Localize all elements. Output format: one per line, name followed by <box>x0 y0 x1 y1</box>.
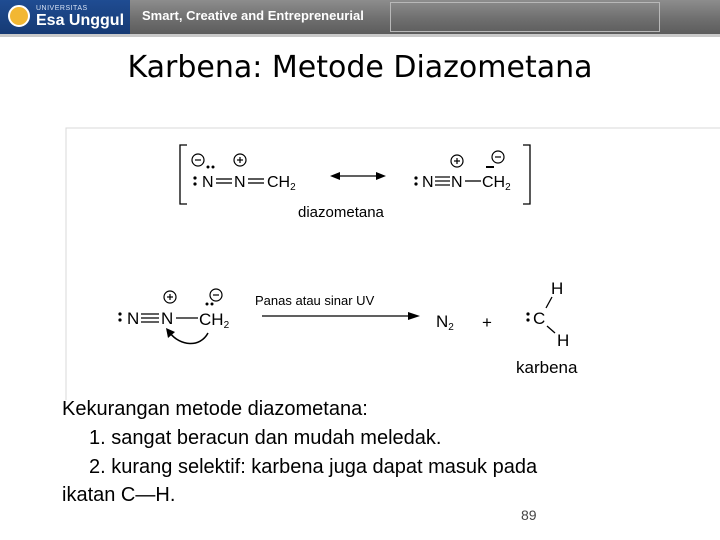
lone-pair-dot <box>211 303 214 306</box>
carbene-structure <box>526 279 569 350</box>
lone-pair-dot <box>414 182 417 185</box>
atom-n1: N <box>422 174 434 191</box>
note-item: 2. kurang selektif: karbena juga dapat masuk pada <box>89 456 538 478</box>
atom-carbon: C <box>533 309 546 328</box>
condition-label: Panas atau sinar UV <box>255 293 375 308</box>
diagram-frame <box>66 128 720 400</box>
left-bracket <box>180 145 187 204</box>
atom-n2: N <box>161 309 174 328</box>
lone-pair-dot <box>526 312 529 315</box>
lone-pair-dot <box>206 303 209 306</box>
right-bracket <box>523 145 530 204</box>
logo-university-label: UNIVERSITAS <box>36 5 88 12</box>
atom-hydrogen-bottom: H <box>557 331 570 350</box>
atom-n1: N <box>127 309 140 328</box>
atom-ch2: CH2 <box>267 174 296 193</box>
lone-pair-dot <box>414 176 417 179</box>
resonance-arrow <box>330 172 386 180</box>
electron-push-arrow <box>170 333 208 344</box>
product-caption: karbena <box>516 358 578 377</box>
page-number: 89 <box>521 507 537 523</box>
slide-title: Karbena: Metode Diazometana <box>127 50 593 85</box>
lone-pair-dot <box>526 318 529 321</box>
atom-hydrogen-top: H <box>551 279 564 298</box>
plus-sign: + <box>482 313 492 332</box>
logo-name: Esa Unggul <box>36 12 125 29</box>
note-item: ikatan C—H. <box>62 484 176 506</box>
reaction-arrow <box>262 312 420 320</box>
reactant-structure <box>118 289 229 344</box>
product-nitrogen: N2 <box>436 312 454 333</box>
resonance-structure-1 <box>192 154 296 193</box>
lone-pair-dot <box>207 166 210 169</box>
resonance-structure-2 <box>414 151 511 193</box>
atom-n2: N <box>451 174 463 191</box>
lone-pair-dot <box>118 312 121 315</box>
lone-pair-dot <box>212 166 215 169</box>
lone-pair-dot <box>193 176 196 179</box>
lone-pair-dot <box>193 182 196 185</box>
resonance-caption: diazometana <box>298 204 384 221</box>
notes-heading: Kekurangan metode diazometana: <box>62 398 368 420</box>
header-tagline: Smart, Creative and Entrepreneurial <box>142 8 364 23</box>
atom-n2: N <box>234 174 246 191</box>
lone-pair-dot <box>118 318 121 321</box>
atom-ch2: CH2 <box>199 310 230 331</box>
note-item: 1. sangat beracun dan mudah meledak. <box>89 427 442 449</box>
atom-ch2: CH2 <box>482 174 511 193</box>
atom-n1: N <box>202 174 214 191</box>
